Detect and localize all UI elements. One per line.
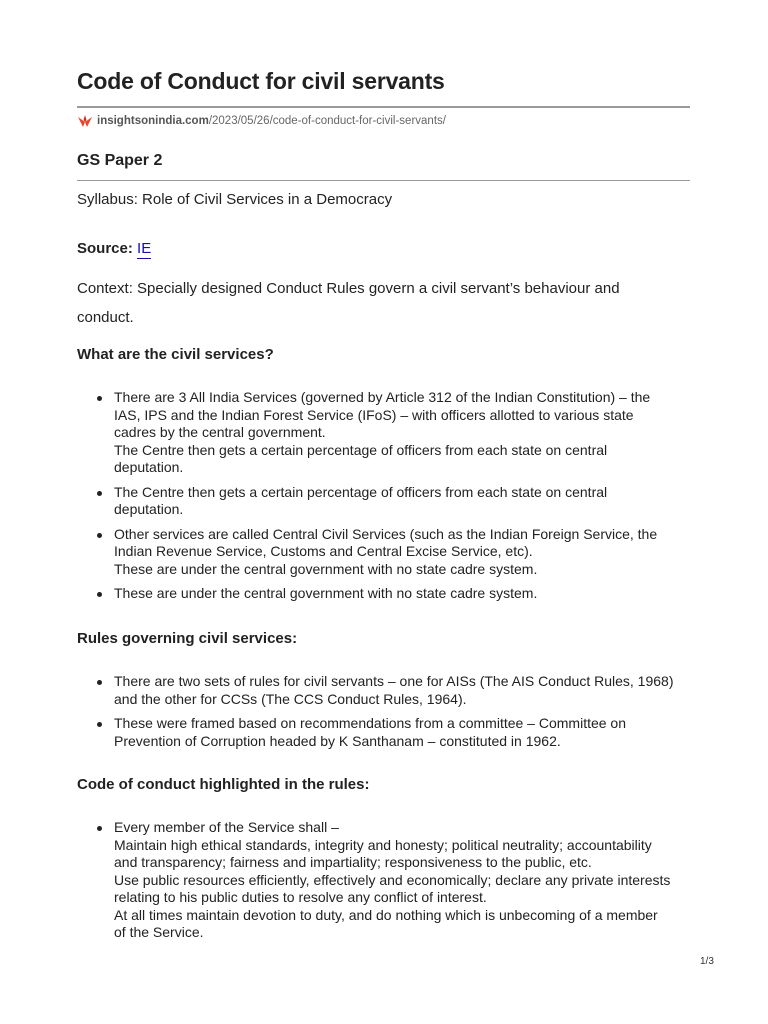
list-item-line: There are two sets of rules for civil servants – one for AISs (The AIS Conduct Rules, 1968): [114, 673, 674, 689]
list-item-line: The Centre then gets a certain percentage of officers from each state on central: [114, 441, 608, 458]
source-url-line[interactable]: [77, 114, 446, 128]
list-item: [77, 673, 690, 708]
list-item-line: deputation.: [114, 501, 184, 517]
list-item-line: cadres by the central government.: [114, 424, 326, 440]
bullet-icon: [97, 396, 102, 401]
source-path: /2023/05/26/code-of-conduct-for-civil-servants/: [208, 115, 446, 127]
bullet-icon: [97, 826, 102, 831]
list-item-line: These were framed based on recommendations from a committee – Committee on: [114, 715, 627, 731]
source-row: [77, 240, 151, 257]
page-title: Code of Conduct for civil servants: [77, 68, 445, 94]
list-item-line: The Centre then gets a certain percentage of officers from each state on central: [114, 483, 608, 500]
list-item-line: Prevention of Corruption headed by K Santhanam – constituted in 1962.: [114, 732, 561, 749]
list-item-line: and transparency; fairness and impartiality; responsiveness to the public, etc.: [114, 854, 592, 870]
list-item-line: IAS, IPS and the Indian Forest Service (IFoS) – with officers allotted to various state: [114, 406, 634, 423]
source-label: Source:: [77, 240, 133, 257]
source-domain: insightsonindia.com: [97, 115, 209, 127]
insights-logo-icon: [77, 114, 93, 128]
bullet-icon: [97, 533, 102, 538]
code-of-conduct-list: [77, 819, 690, 949]
title-divider: [77, 106, 690, 108]
context-paragraph: [77, 274, 690, 332]
bullet-icon: [97, 680, 102, 685]
list-item-line: There are 3 All India Services (governed by Article 312 of the Indian Constitution) – the: [114, 389, 651, 405]
context-line: conduct.: [77, 309, 134, 326]
rules-list: [77, 673, 690, 757]
list-item: [77, 715, 690, 750]
page-number: 1/3: [700, 956, 714, 967]
list-item-line: deputation.: [114, 459, 184, 475]
list-item: [77, 484, 690, 519]
list-item: [77, 389, 690, 477]
context-line: Context: Specially designed Conduct Rules govern a civil servant’s behaviour and: [77, 280, 620, 297]
list-item-line: These are under the central government with no state cadre system.: [114, 560, 538, 577]
bullet-icon: [97, 491, 102, 496]
list-item-line: Every member of the Service shall –: [114, 819, 339, 835]
list-item: [77, 819, 690, 942]
gs-paper-heading: GS Paper 2: [77, 152, 163, 169]
list-item-line: At all times maintain devotion to duty, and do nothing which is unbecoming of a member: [114, 906, 658, 923]
bullet-icon: [97, 722, 102, 727]
list-item-line: Use public resources efficiently, effectively and economically; declare any private interests: [114, 871, 671, 888]
list-item-line: Maintain high ethical standards, integrity and honesty; political neutrality; accountability: [114, 836, 652, 853]
list-item: [77, 526, 690, 579]
civil-services-list: [77, 389, 690, 610]
section-heading-rules: Rules governing civil services:: [77, 630, 298, 647]
list-item-line: and the other for CCSs (The CCS Conduct Rules, 1964).: [114, 690, 467, 707]
list-item-line: relating to his public duties to resolve any conflict of interest.: [114, 889, 487, 905]
list-item: [77, 585, 690, 603]
list-item-line: Other services are called Central Civil Services (such as the Indian Foreign Service, the: [114, 525, 658, 542]
source-link[interactable]: IE: [137, 240, 152, 257]
syllabus-text: Syllabus: Role of Civil Services in a Democracy: [77, 191, 393, 208]
section-heading-civil-services: What are the civil services?: [77, 346, 274, 363]
list-item-line: of the Service.: [114, 924, 204, 940]
bullet-icon: [97, 592, 102, 597]
list-item-line: Indian Revenue Service, Customs and Central Excise Service, etc).: [114, 543, 533, 559]
section-heading-code-of-conduct: Code of conduct highlighted in the rules:: [77, 776, 370, 793]
paper-divider: [77, 180, 690, 181]
list-item-line: These are under the central government with no state cadre system.: [114, 585, 538, 601]
